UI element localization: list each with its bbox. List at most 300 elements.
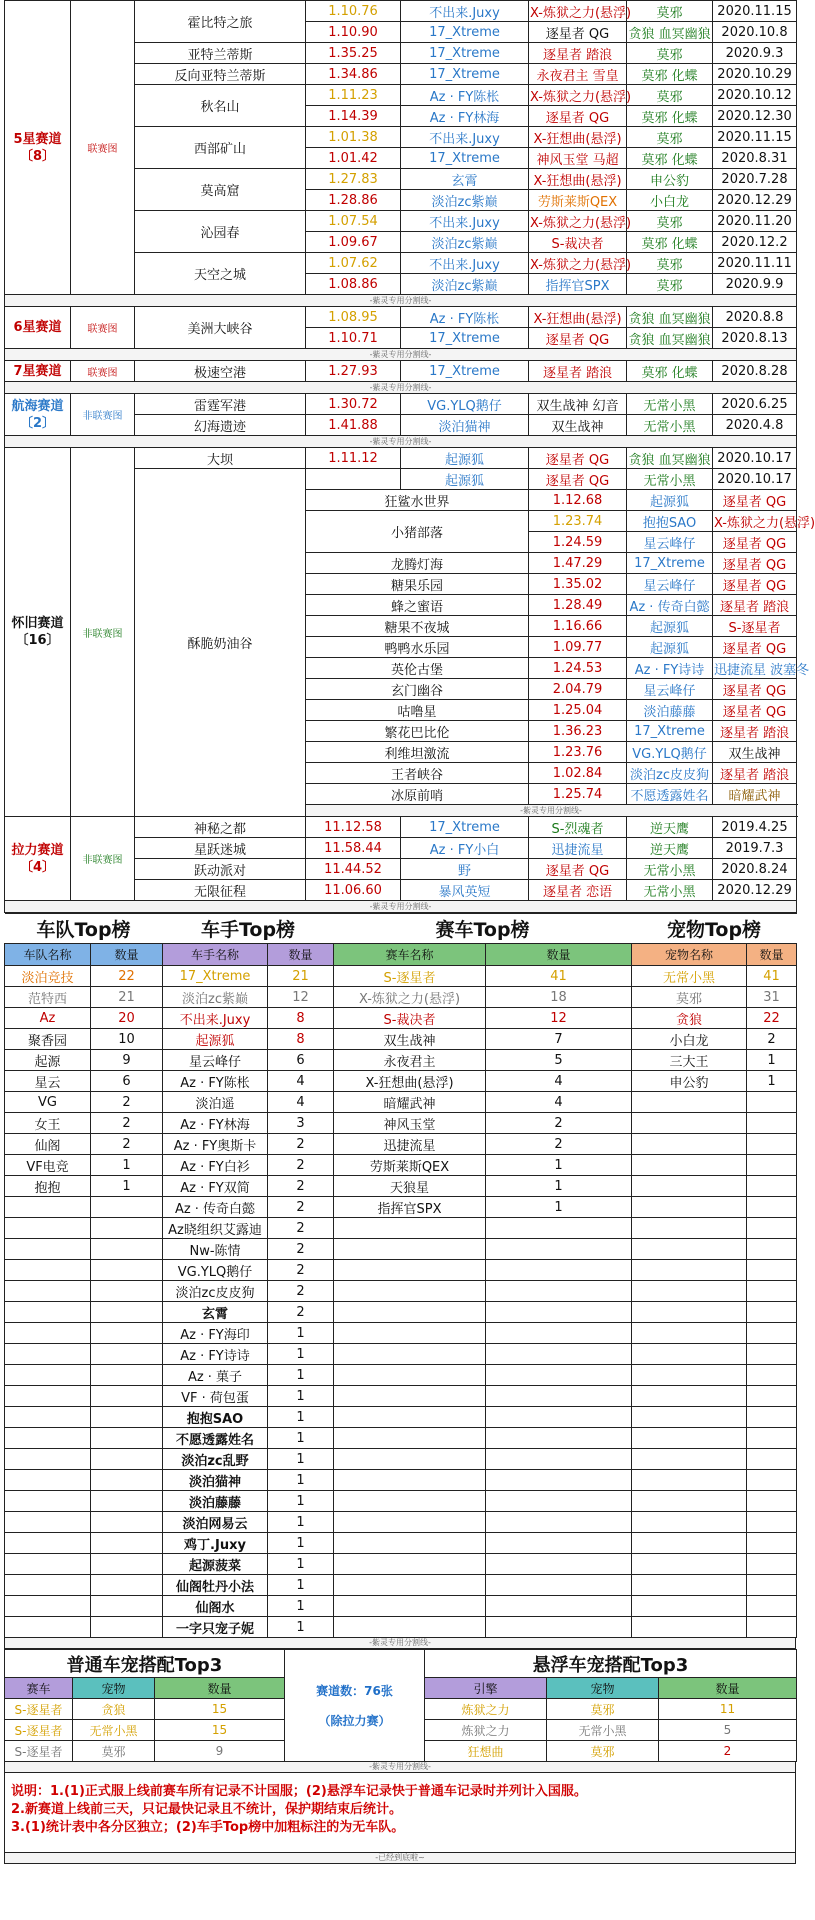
- hover-pair-cell: 2: [659, 1741, 797, 1762]
- empty-cell: [486, 1386, 632, 1407]
- count: 22: [747, 1008, 797, 1029]
- empty-cell: [91, 1554, 163, 1575]
- separator: -紫灵专用分割线-: [5, 436, 797, 448]
- normal-pair-cell: 无常小黑: [73, 1720, 155, 1741]
- empty-cell: [334, 1428, 486, 1449]
- driver-name: VF · 荷包蛋: [163, 1386, 268, 1407]
- category-name: 5星赛道: [13, 131, 62, 147]
- driver-name: 17_Xtreme: [163, 966, 268, 987]
- driver-name: 17_Xtreme: [627, 553, 713, 574]
- empty-cell: [91, 1344, 163, 1365]
- car-name: 逐星者 踏浪: [713, 763, 797, 784]
- driver-name: 星云峰仔: [627, 532, 713, 553]
- lap-time: 1.07.62: [306, 253, 401, 274]
- driver-name: 仙阁水: [163, 1596, 268, 1617]
- record-sheet: [4, 0, 815, 1864]
- hover-pair-title: 悬浮车宠搭配Top3: [425, 1650, 797, 1678]
- empty-cell: [486, 1302, 632, 1323]
- lap-time: 11.44.52: [306, 859, 401, 880]
- map-name: 王者峡谷: [306, 763, 529, 784]
- count: 5: [486, 1050, 632, 1071]
- count: 1: [268, 1323, 334, 1344]
- empty-cell: [5, 1218, 91, 1239]
- empty-cell: [632, 1575, 747, 1596]
- empty-cell: [747, 1281, 797, 1302]
- empty-cell: [632, 1113, 747, 1134]
- driver-name: 不出来.Juxy: [401, 253, 529, 274]
- lap-time: 1.08.86: [306, 274, 401, 295]
- map-name: 酥脆奶油谷: [135, 469, 306, 817]
- empty-cell: [91, 1470, 163, 1491]
- record-date: 2020.12.29: [713, 880, 797, 901]
- team-name: 聚香园: [5, 1029, 91, 1050]
- car-name: 逐星者 QG: [713, 679, 797, 700]
- map-name: 星跃迷城: [135, 838, 306, 859]
- count: 4: [486, 1092, 632, 1113]
- empty-cell: [334, 1449, 486, 1470]
- empty-cell: [747, 1575, 797, 1596]
- empty-cell: [486, 1323, 632, 1344]
- pet-name: 贪狼 血冥幽狼: [627, 22, 713, 43]
- record-date: 2020.11.15: [713, 127, 797, 148]
- empty-cell: [334, 1596, 486, 1617]
- lap-time: 1.24.53: [529, 658, 627, 679]
- driver-name: 星云峰仔: [627, 679, 713, 700]
- car-name: X-炼狱之力(悬浮): [529, 211, 627, 232]
- hover-pair-cell: 11: [659, 1699, 797, 1720]
- count: 1: [268, 1344, 334, 1365]
- empty-cell: [486, 1491, 632, 1512]
- normal-pair-cell: S-逐星者: [5, 1720, 73, 1741]
- map-name: 极速空港: [135, 361, 306, 382]
- car-name: 双生战神: [529, 415, 627, 436]
- empty-cell: [334, 1365, 486, 1386]
- pet-name: 申公豹: [627, 169, 713, 190]
- pet-name: 逆天鹰: [627, 817, 713, 838]
- count: 2: [268, 1218, 334, 1239]
- driver-name: 暴风英短: [401, 880, 529, 901]
- count: 1: [486, 1197, 632, 1218]
- lap-time: 1.01.42: [306, 148, 401, 169]
- driver-name: 起源狐: [627, 637, 713, 658]
- category-name: 6星赛道: [13, 320, 62, 335]
- category-label: [5, 394, 71, 436]
- pet-name: 莫邪 化蝶: [627, 64, 713, 85]
- driver-name: Az · FY诗诗: [163, 1344, 268, 1365]
- pet-name: 小白龙: [632, 1029, 747, 1050]
- category-count: 〔16〕: [15, 633, 60, 648]
- empty-cell: [5, 1449, 91, 1470]
- driver-name: 17_Xtreme: [401, 328, 529, 349]
- empty-cell: [747, 1323, 797, 1344]
- pet-name: 贪狼 血冥幽狼: [627, 448, 713, 469]
- count: 2: [268, 1197, 334, 1218]
- empty-cell: [632, 1092, 747, 1113]
- column-header: 车手名称: [163, 944, 268, 966]
- driver-name: 淡泊zc紫巅: [401, 232, 529, 253]
- count: 1: [486, 1176, 632, 1197]
- pet-name: 无常小黑: [627, 469, 713, 490]
- driver-name: Az · FY诗诗: [627, 658, 713, 679]
- pairing-table: [4, 1649, 797, 1762]
- footer: -已经到底啦~: [4, 1853, 796, 1864]
- count: 18: [486, 987, 632, 1008]
- lap-time: 1.28.86: [306, 190, 401, 211]
- car-name: 逐星者 QG: [713, 490, 797, 511]
- car-name: 逐星者 踏浪: [713, 721, 797, 742]
- empty-cell: [486, 1281, 632, 1302]
- record-date: 2020.8.24: [713, 859, 797, 880]
- count: 2: [268, 1281, 334, 1302]
- count: 3: [268, 1113, 334, 1134]
- driver-name: Az · FY海印: [163, 1323, 268, 1344]
- driver-name: 淡泊zc紫巅: [163, 987, 268, 1008]
- map-name: 大坝: [135, 448, 306, 469]
- pet-name: 无常小黑: [627, 859, 713, 880]
- team-name: 女王: [5, 1113, 91, 1134]
- car-name: 双生战神 幻音: [529, 394, 627, 415]
- record-date: 2020.8.8: [713, 307, 797, 328]
- top-list-title: 车队Top榜: [5, 914, 163, 944]
- count: 1: [91, 1155, 163, 1176]
- map-name: 利维坦激流: [306, 742, 529, 763]
- car-name: X-炼狱之力(悬浮): [713, 511, 797, 532]
- car-name: 逐星者 QG: [529, 22, 627, 43]
- count: 31: [747, 987, 797, 1008]
- driver-name: VG.YLQ鹅仔: [163, 1260, 268, 1281]
- driver-name: 淡泊猫神: [163, 1470, 268, 1491]
- driver-name: Az · FY奥斯卡: [163, 1134, 268, 1155]
- lap-time: 1.23.74: [529, 511, 627, 532]
- driver-name: VG.YLQ鹅仔: [627, 742, 713, 763]
- lap-time: 1.11.23: [306, 85, 401, 106]
- car-name: X-炼狱之力(悬浮): [529, 1, 627, 22]
- empty-cell: [632, 1197, 747, 1218]
- car-name: 逐星者 踏浪: [529, 361, 627, 382]
- pet-name: 无常小黑: [627, 415, 713, 436]
- car-name: X-狂想曲(悬浮): [334, 1071, 486, 1092]
- category-label: [5, 361, 71, 382]
- empty-cell: [91, 1449, 163, 1470]
- category-count: 〔4〕: [19, 859, 56, 875]
- lap-time: 2.04.79: [529, 679, 627, 700]
- empty-cell: [334, 1323, 486, 1344]
- driver-name: Az · FY陈枨: [401, 85, 529, 106]
- count: 41: [747, 966, 797, 987]
- map-name: 跃动派对: [135, 859, 306, 880]
- hover-pair-cell: 莫邪: [547, 1741, 659, 1762]
- pet-name: 逆天鹰: [627, 838, 713, 859]
- empty-cell: [632, 1281, 747, 1302]
- empty-cell: [5, 1386, 91, 1407]
- empty-cell: [486, 1554, 632, 1575]
- normal-pair-cell: S-逐星者: [5, 1741, 73, 1762]
- record-date: 2020.12.30: [713, 106, 797, 127]
- driver-name: 淡泊藤藤: [163, 1491, 268, 1512]
- count: 4: [486, 1071, 632, 1092]
- top-list-title: 赛车Top榜: [334, 914, 632, 944]
- separator: -紫灵专用分割线-: [306, 805, 797, 817]
- pet-name: 三大王: [632, 1050, 747, 1071]
- map-name: 英伦古堡: [306, 658, 529, 679]
- driver-name: 不出来.Juxy: [401, 1, 529, 22]
- empty-cell: [747, 1617, 797, 1638]
- empty-cell: [747, 1470, 797, 1491]
- driver-name: 星云峰仔: [627, 574, 713, 595]
- record-date: 2020.9.3: [713, 43, 797, 64]
- column-header: 数量: [659, 1678, 797, 1699]
- driver-name: 17_Xtreme: [627, 721, 713, 742]
- empty-cell: [334, 1512, 486, 1533]
- empty-cell: [5, 1428, 91, 1449]
- count: 6: [91, 1071, 163, 1092]
- empty-cell: [5, 1281, 91, 1302]
- empty-cell: [632, 1239, 747, 1260]
- count: 2: [268, 1176, 334, 1197]
- count: 1: [747, 1050, 797, 1071]
- count: 2: [91, 1092, 163, 1113]
- driver-name: Az · FY双简: [163, 1176, 268, 1197]
- count: 21: [91, 987, 163, 1008]
- pet-name: 莫邪 化蝶: [627, 361, 713, 382]
- separator: -紫灵专用分割线-: [4, 1638, 796, 1649]
- map-name: 冰原前哨: [306, 784, 529, 805]
- car-name: 迅捷流星: [529, 838, 627, 859]
- car-name: 暗耀武神: [334, 1092, 486, 1113]
- category-count: 〔8〕: [19, 148, 56, 164]
- count: 7: [486, 1029, 632, 1050]
- car-name: 指挥官SPX: [529, 274, 627, 295]
- car-name: X-炼狱之力(悬浮): [529, 85, 627, 106]
- record-date: 2020.10.12: [713, 85, 797, 106]
- empty-cell: [5, 1239, 91, 1260]
- empty-cell: [334, 1407, 486, 1428]
- empty-cell: [486, 1344, 632, 1365]
- lap-time: 1.11.12: [306, 448, 401, 469]
- track-count-box: [285, 1650, 425, 1762]
- driver-name: 17_Xtreme: [401, 361, 529, 382]
- empty-cell: [747, 1113, 797, 1134]
- driver-name: 起源狐: [163, 1029, 268, 1050]
- empty-cell: [747, 1491, 797, 1512]
- empty-cell: [486, 1239, 632, 1260]
- team-name: 星云: [5, 1071, 91, 1092]
- driver-name: 17_Xtreme: [401, 148, 529, 169]
- column-header: 数量: [155, 1678, 285, 1699]
- car-name: 逐星者 QG: [529, 469, 627, 490]
- lap-time: 11.58.44: [306, 838, 401, 859]
- record-date: 2020.4.8: [713, 415, 797, 436]
- car-name: 劳斯莱斯QEX: [529, 190, 627, 211]
- car-name: 迅捷流星: [334, 1134, 486, 1155]
- empty-cell: [5, 1575, 91, 1596]
- empty-cell: [632, 1617, 747, 1638]
- lap-time: 1.09.77: [529, 637, 627, 658]
- count: 20: [91, 1008, 163, 1029]
- pet-name: 莫邪 化蝶: [627, 148, 713, 169]
- record-date: 2020.12.29: [713, 190, 797, 211]
- empty-cell: [632, 1344, 747, 1365]
- empty-cell: [5, 1344, 91, 1365]
- driver-name: Az · FY林海: [401, 106, 529, 127]
- empty-cell: [5, 1512, 91, 1533]
- map-name: 秋名山: [135, 85, 306, 127]
- map-name: 美洲大峡谷: [135, 307, 306, 349]
- column-header: 宠物: [73, 1678, 155, 1699]
- empty-cell: [91, 1197, 163, 1218]
- pet-name: 莫邪: [627, 253, 713, 274]
- empty-cell: [632, 1365, 747, 1386]
- hover-pair-cell: 莫邪: [547, 1699, 659, 1720]
- car-name: 逐星者 QG: [529, 859, 627, 880]
- lap-time: 1.34.86: [306, 64, 401, 85]
- empty-cell: [486, 1449, 632, 1470]
- count: 2: [268, 1260, 334, 1281]
- driver-name: 淡泊zc皮皮狗: [163, 1281, 268, 1302]
- count: 2: [268, 1302, 334, 1323]
- map-name: 反向亚特兰蒂斯: [135, 64, 306, 85]
- driver-name: Az · FY陈枨: [163, 1071, 268, 1092]
- count: 2: [268, 1155, 334, 1176]
- car-name: 神风玉堂 马超: [529, 148, 627, 169]
- pet-name: 贪狼: [632, 1008, 747, 1029]
- map-name: 西部矿山: [135, 127, 306, 169]
- empty-cell: [632, 1533, 747, 1554]
- hover-pair-cell: 狂想曲: [425, 1741, 547, 1762]
- map-name: 糖果不夜城: [306, 616, 529, 637]
- lap-time: 1.12.68: [529, 490, 627, 511]
- team-name: VF电竞: [5, 1155, 91, 1176]
- column-header: 车队名称: [5, 944, 91, 966]
- lap-time: 1.10.90: [306, 22, 401, 43]
- empty-cell: [747, 1596, 797, 1617]
- driver-name: 不出来.Juxy: [401, 211, 529, 232]
- pet-name: 贪狼 血冥幽狼: [627, 307, 713, 328]
- empty-cell: [632, 1449, 747, 1470]
- driver-name: 17_Xtreme: [401, 64, 529, 85]
- empty-cell: [747, 1554, 797, 1575]
- count: 1: [268, 1512, 334, 1533]
- count: 1: [268, 1407, 334, 1428]
- empty-cell: [334, 1554, 486, 1575]
- column-header: 数量: [486, 944, 632, 966]
- hover-pair-cell: 无常小黑: [547, 1720, 659, 1741]
- count: 2: [91, 1113, 163, 1134]
- count: 4: [268, 1092, 334, 1113]
- map-name: 小猪部落: [306, 511, 529, 553]
- map-name: 狂鲨水世界: [306, 490, 529, 511]
- car-name: 逐星者 QG: [713, 637, 797, 658]
- empty-cell: [632, 1218, 747, 1239]
- count: 1: [91, 1176, 163, 1197]
- driver-name: 淡泊zc紫巅: [401, 190, 529, 211]
- record-date: 2019.7.3: [713, 838, 797, 859]
- car-name: 逐星者 踏浪: [529, 43, 627, 64]
- count: 8: [268, 1029, 334, 1050]
- empty-cell: [91, 1365, 163, 1386]
- car-name: 逐星者 QG: [529, 328, 627, 349]
- empty-cell: [486, 1260, 632, 1281]
- record-date: 2020.8.13: [713, 328, 797, 349]
- empty-cell: [486, 1596, 632, 1617]
- driver-name: Az · FY小白: [401, 838, 529, 859]
- count: 22: [91, 966, 163, 987]
- track-type: 非联赛图: [71, 817, 135, 901]
- pet-name: 莫邪: [632, 987, 747, 1008]
- count: 1: [268, 1575, 334, 1596]
- empty-cell: [5, 1323, 91, 1344]
- count: 1: [268, 1428, 334, 1449]
- empty-cell: [334, 1491, 486, 1512]
- driver-name: Az · 传奇白懿: [163, 1197, 268, 1218]
- team-name: 范特西: [5, 987, 91, 1008]
- driver-name: 抱抱SAO: [163, 1407, 268, 1428]
- car-name: 劳斯莱斯QEX: [334, 1155, 486, 1176]
- car-name: 迅捷流星 波塞冬: [713, 658, 797, 679]
- record-date: 2020.12.2: [713, 232, 797, 253]
- count: 8: [268, 1008, 334, 1029]
- normal-pair-cell: 9: [155, 1741, 285, 1762]
- map-name: 无限征程: [135, 880, 306, 901]
- column-header: 宠物: [547, 1678, 659, 1699]
- driver-name: 抱抱SAO: [627, 511, 713, 532]
- team-name: 仙阁: [5, 1134, 91, 1155]
- lap-time: 1.28.49: [529, 595, 627, 616]
- record-date: 2020.10.17: [713, 448, 797, 469]
- empty-cell: [91, 1575, 163, 1596]
- record-date: 2020.8.31: [713, 148, 797, 169]
- empty-cell: [334, 1260, 486, 1281]
- record-date: 2020.9.9: [713, 274, 797, 295]
- driver-name: 野: [401, 859, 529, 880]
- pet-name: 小白龙: [627, 190, 713, 211]
- empty-cell: [747, 1533, 797, 1554]
- pet-name: 莫邪: [627, 85, 713, 106]
- count: 1: [268, 1365, 334, 1386]
- driver-name: VG.YLQ鹅仔: [401, 394, 529, 415]
- notes: [4, 1773, 796, 1853]
- empty-cell: [5, 1302, 91, 1323]
- car-name: 指挥官SPX: [334, 1197, 486, 1218]
- lap-time: 1.35.25: [306, 43, 401, 64]
- column-header: 赛车名称: [334, 944, 486, 966]
- lap-time: 1.10.76: [306, 1, 401, 22]
- separator: -紫灵专用分割线-: [5, 901, 797, 913]
- count: 2: [486, 1134, 632, 1155]
- hover-pair-cell: 炼狱之力: [425, 1699, 547, 1720]
- column-header: 数量: [268, 944, 334, 966]
- empty-cell: [334, 1470, 486, 1491]
- map-name: 龙腾灯海: [306, 553, 529, 574]
- separator: -紫灵专用分割线-: [5, 382, 797, 394]
- driver-name: 一字只宠子妮: [163, 1617, 268, 1638]
- record-date: 2020.11.20: [713, 211, 797, 232]
- team-name: 起源: [5, 1050, 91, 1071]
- count: 10: [91, 1029, 163, 1050]
- driver-name: 仙阁牡丹小法: [163, 1575, 268, 1596]
- empty-cell: [632, 1407, 747, 1428]
- map-name: 亚特兰蒂斯: [135, 43, 306, 64]
- empty-cell: [632, 1554, 747, 1575]
- lap-time: 11.12.58: [306, 817, 401, 838]
- car-name: 神风玉堂: [334, 1113, 486, 1134]
- empty-cell: [334, 1239, 486, 1260]
- top-lists-table: [4, 913, 797, 1638]
- driver-name: 鸡丁.Juxy: [163, 1533, 268, 1554]
- count: 1: [268, 1491, 334, 1512]
- empty-cell: [334, 1575, 486, 1596]
- empty-cell: [91, 1491, 163, 1512]
